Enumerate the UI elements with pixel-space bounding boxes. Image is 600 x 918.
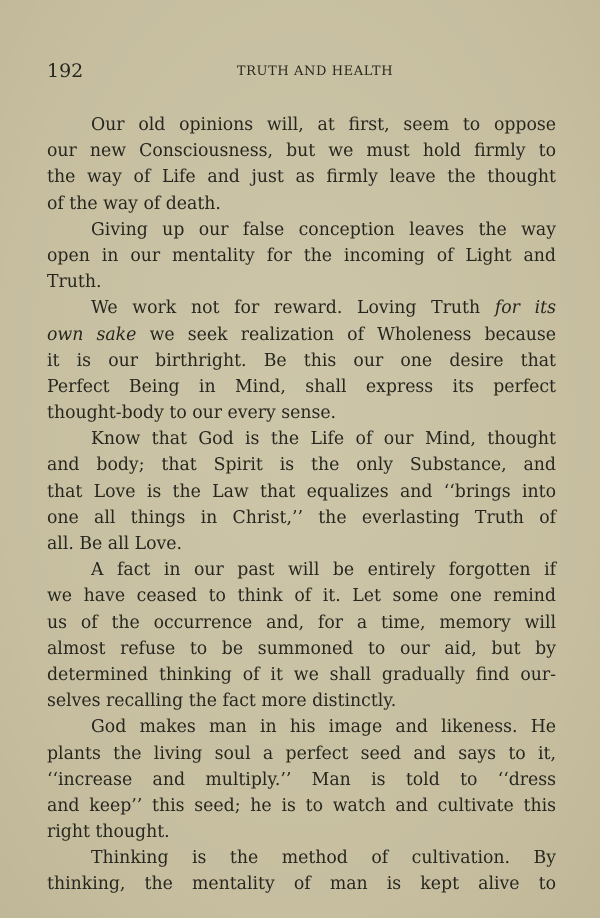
text-segment: Know that God is the Life of our Mind, thought bbox=[91, 429, 556, 450]
text-segment: right thought. bbox=[47, 822, 170, 843]
text-line bbox=[47, 662, 556, 688]
text-line bbox=[47, 610, 556, 636]
text-line bbox=[47, 138, 556, 164]
text-segment: thinking, the mentality of man is kept alive to bbox=[47, 874, 556, 895]
text-segment: Our old opinions will, at first, seem to oppose bbox=[91, 115, 556, 135]
text-line bbox=[47, 374, 556, 400]
text-line bbox=[47, 688, 556, 714]
text-segment: us of the occurrence and, for a time, memory will bbox=[47, 612, 556, 633]
text-line bbox=[47, 269, 556, 295]
text-segment: selves recalling the fact more distinctly. bbox=[47, 691, 397, 712]
text-line bbox=[47, 112, 556, 138]
text-line bbox=[47, 322, 556, 348]
text-line bbox=[47, 793, 556, 819]
text-line bbox=[47, 871, 556, 897]
page-number: 192 bbox=[47, 60, 84, 82]
text-line bbox=[47, 531, 556, 557]
text-line bbox=[47, 243, 556, 269]
text-segment: that Love is the Law that equalizes and ‘‘brings into bbox=[47, 481, 556, 502]
text-segment: and keep’’ this seed; he is to watch and cultivate this bbox=[47, 795, 556, 816]
text-segment: we seek realization of Wholeness because bbox=[136, 324, 556, 345]
text-segment: open in our mentality for the incoming of Light and bbox=[47, 245, 556, 266]
text-segment: plants the living soul a perfect seed and says to it, bbox=[47, 743, 556, 764]
text-line bbox=[47, 452, 556, 478]
text-segment: Truth. bbox=[47, 272, 102, 293]
text-segment: A fact in our past will be entirely forgotten if bbox=[91, 560, 556, 581]
text-segment: Perfect Being in Mind, shall express its perfect bbox=[47, 376, 556, 397]
text-segment: Thinking is the method of cultivation. By bbox=[91, 848, 556, 869]
text-line bbox=[47, 191, 556, 217]
italic-text: for its bbox=[494, 298, 556, 319]
text-line bbox=[47, 767, 556, 793]
text-line bbox=[47, 505, 556, 531]
text-segment: thought-body to our every sense. bbox=[47, 403, 337, 424]
text-line bbox=[47, 295, 556, 321]
text-line bbox=[47, 557, 556, 583]
running-title: TRUTH AND HEALTH bbox=[236, 64, 394, 79]
text-line bbox=[47, 819, 556, 845]
text-segment: God makes man in his image and likeness. He bbox=[91, 717, 556, 738]
text-line bbox=[47, 845, 556, 871]
italic-text: own sake bbox=[47, 324, 137, 345]
text-segment: almost refuse to be summoned to our aid, but by bbox=[47, 638, 556, 659]
text-segment: we have ceased to think of it. Let some one remind bbox=[47, 586, 556, 607]
text-line bbox=[47, 714, 556, 740]
text-segment: all. Be all Love. bbox=[47, 534, 182, 554]
body-text bbox=[47, 112, 556, 898]
text-segment: We work not for reward. Loving Truth bbox=[91, 298, 495, 319]
text-segment: ‘‘increase and multiply.’’ Man is told to ‘‘dress bbox=[47, 769, 556, 790]
text-segment: one all things in Christ,’’ the everlasting Truth of bbox=[47, 507, 556, 528]
text-line bbox=[47, 348, 556, 374]
text-line bbox=[47, 164, 556, 190]
text-segment: determined thinking of it we shall gradually find our- bbox=[47, 664, 556, 685]
text-segment: the way of Life and just as firmly leave the thought bbox=[47, 167, 556, 188]
text-line bbox=[47, 400, 556, 426]
text-segment: our new Consciousness, but we must hold firmly to bbox=[47, 141, 556, 162]
text-line bbox=[47, 479, 556, 505]
text-segment: it is our birthright. Be this our one desire that bbox=[47, 350, 556, 371]
text-line bbox=[47, 426, 556, 452]
text-line bbox=[47, 636, 556, 662]
text-segment: of the way of death. bbox=[47, 193, 221, 214]
text-line bbox=[47, 741, 556, 767]
text-line bbox=[47, 583, 556, 609]
text-segment: and body; that Spirit is the only Substance, and bbox=[47, 455, 556, 476]
text-segment: Giving up our false conception leaves the way bbox=[91, 219, 556, 240]
text-line bbox=[47, 217, 556, 243]
